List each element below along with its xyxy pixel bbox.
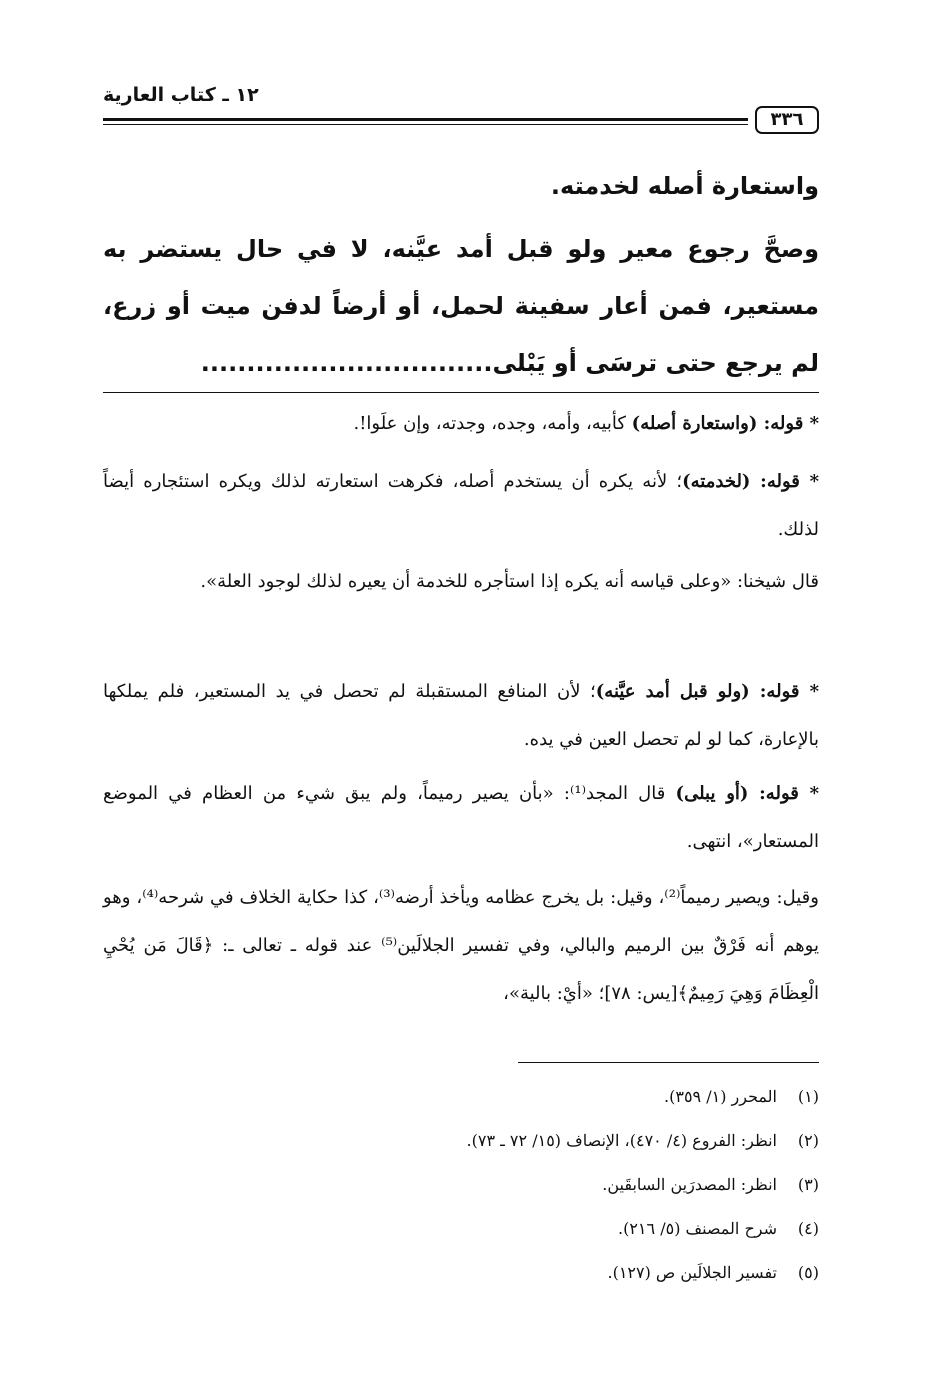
commentary-paragraph-5 (103, 770, 819, 866)
page-header (103, 80, 819, 140)
commentary-paragraph-2 (103, 458, 819, 554)
footnote-rule (518, 1062, 819, 1063)
commentary-text: قال المجد⁽¹⁾: «بأن يصير رميماً، ولم يبق شيء من العظام في الموضع المستعار»، انتهى. (103, 783, 819, 852)
footnote-item (103, 1075, 819, 1119)
footnotes-list (103, 1075, 819, 1295)
footnote-number: (٥) (797, 1263, 819, 1282)
commentary-lead: * قوله: (لخدمته) (682, 471, 819, 492)
matn-separator (103, 392, 819, 393)
commentary-paragraph-3 (103, 558, 819, 606)
commentary-text: قال شيخنا: «وعلى قياسه أنه يكره إذا استأجره للخدمة أن يعيره لذلك لوجود العلة». (200, 571, 819, 592)
footnote-text: انظر: المصدرَين السابقَين. (602, 1175, 777, 1194)
commentary-paragraph-4 (103, 668, 819, 764)
matn-text: وصحَّ رجوع معير ولو قبل أمد عيَّنه، لا في حال يستضر به مستعير، فمن أعار سفينة لحمل، أو أرضاً لدفن ميت أو زرع، لم يرجع حتى ترسَى أو يَبْلى (103, 235, 819, 377)
footnote-item (103, 1251, 819, 1295)
header-rule (103, 118, 748, 121)
commentary-paragraph-6 (103, 874, 819, 1018)
footnote-item (103, 1163, 819, 1207)
page-number: ٣٣٦ (755, 106, 819, 134)
footnote-text: المحرر (١/ ٣٥٩). (664, 1087, 777, 1106)
commentary-text: وقيل: ويصير رميماً⁽²⁾، وقيل: بل يخرج عظامه ويأخذ أرضه⁽³⁾، كذا حكاية الخلاف في شرحه⁽⁴⁾، وهو يوهم أنه فَرْقٌ بين الرميم والبالي، وفي تفسير الجلالَين⁽⁵⁾ عند قوله ـ تعالى ـ: ﴿قَالَ مَن يُحْيِ الْعِظَامَ وَهِيَ رَمِيمٌ﴾[يس: ٧٨]؛ «أيْ: بالية»، (103, 887, 819, 1004)
chapter-title: ١٢ ـ كتاب العارية (103, 84, 259, 106)
matn-dots: ................................ (200, 349, 493, 377)
commentary-lead: * قوله: (واستعارة أصله) (631, 413, 819, 434)
footnote-text: انظر: الفروع (٤/ ٤٧٠)، الإنصاف (١٥/ ٧٢ ـ ٧٣). (466, 1131, 777, 1150)
footnote-number: (٤) (797, 1219, 819, 1238)
header-rule-thin (103, 124, 748, 125)
footnote-item (103, 1207, 819, 1251)
commentary-text: ؛ لأن المنافع المستقبلة لم تحصل في يد المستعير، فلم يملكها بالإعارة، كما لو لم تحصل العين في يده. (103, 681, 819, 750)
commentary-lead: * قوله: (ولو قبل أمد عيَّنه) (595, 681, 820, 702)
footnote-number: (٢) (797, 1131, 819, 1150)
commentary-text: كأبيه، وأمه، وجده، وجدته، وإن علَوا!. (353, 413, 632, 434)
matn-line-1: واستعارة أصله لخدمته. (550, 172, 819, 200)
commentary-text: ؛ لأنه يكره أن يستخدم أصله، فكرهت استعارته لذلك ويكره استئجاره أيضاً لذلك. (103, 471, 819, 540)
footnote-text: شرح المصنف (٥/ ٢١٦). (618, 1219, 777, 1238)
commentary-paragraph-1 (103, 400, 819, 448)
footnote-text: تفسير الجلالَين ص (١٢٧). (607, 1263, 777, 1282)
footnote-number: (٣) (797, 1175, 819, 1194)
footnote-number: (١) (797, 1087, 819, 1106)
matn-paragraph (103, 221, 819, 392)
footnote-item (103, 1119, 819, 1163)
commentary-lead: * قوله: (أو يبلى) (675, 783, 820, 804)
